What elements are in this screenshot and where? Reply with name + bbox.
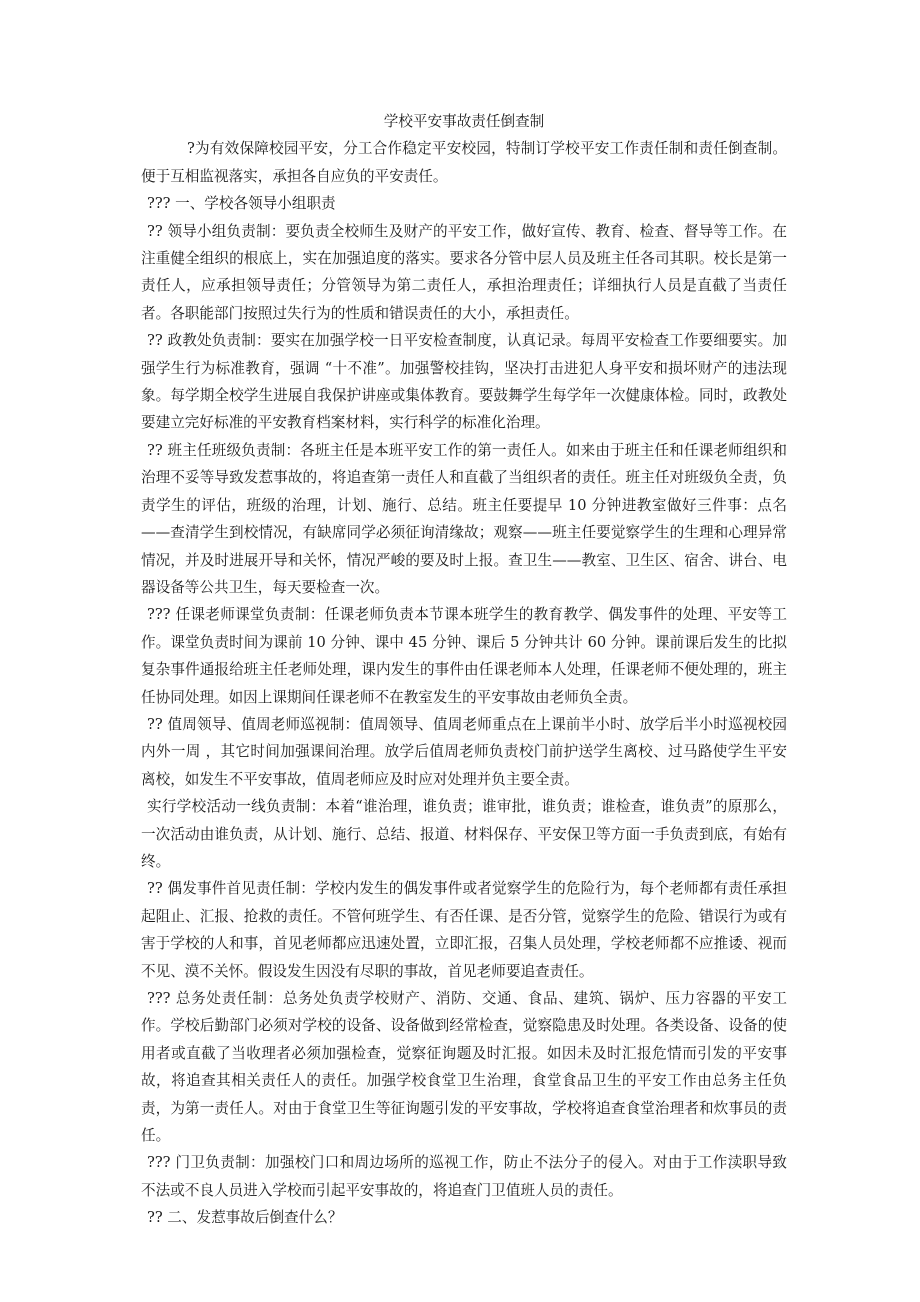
paragraph-duty-patrol: ?? 值周领导、值周老师巡视制：值周领导、值周老师重点在上课前半小时、放学后半小时巡视校园内外一周 ，其它时间加强课间治理。放学后值周老师负责校门前护送学生离校、过马路使学生平安离校，如发生不平安事故，值周老师应及时应对处理并负主要全责。 (141, 715, 787, 788)
section-heading-1: ??? 一、学校各领导小组职责 (147, 195, 336, 213)
paragraph-subject-teacher: ??? 任课老师课堂负责制：任课老师负责本节课本班学生的教育教学、偶发事件的处理、平安等工作。课堂负责时间为课前 10 分钟、课中 45 分钟、课后 5 分钟共计 60 分钟。课前课后发生的比拟复杂事件通报给班主任老师处理，课内发生的事件由任课老师本人处理，任课老师不便处理的，班主任协同处理。如因上课期间任课老师不在教室发生的平安事故由老师负全责。 (141, 606, 787, 706)
paragraph-general-affairs: ??? 总务处责任制：总务处负责学校财产、消防、交通、食品、建筑、锅炉、压力容器的平安工作。学校后勤部门必须对学校的设备、设备做到经常检查，觉察隐患及时处理。各类设备、设备的使用者或直截了当收理者必须加强检查，觉察征询题及时汇报。如因未及时汇报危情而引发的平安事故，将追查其相关责任人的责任。加强学校食堂卫生治理，食堂食品卫生的平安工作由总务主任负责，为第一责任人。对由于食堂卫生等征询题引发的平安事故，学校将追查食堂治理者和炊事员的责任。 (141, 990, 787, 1145)
document-page (141, 108, 787, 1232)
section-heading-2: ?? 二、发惹事故后倒查什么？ (147, 1209, 343, 1227)
paragraph-leadership-group: ?? 领导小组负责制：要负责全校师生及财产的平安工作，做好宣传、教育、检查、督导等工作。在注重健全组织的根底上，实在加强追度的落实。要求各分管中层人员及班主任各司其职。校长是第一责任人，应承担领导责任；分管领导为第二责任人，承担治理责任；详细执行人员是直截了当责任者。各职能部门按照过失行为的性质和错误责任的大小，承担责任。 (141, 222, 787, 322)
paragraph-incident-first-witness: ?? 偶发事件首见责任制：学校内发生的偶发事件或者觉察学生的危险行为，每个老师都有责任承担起阻止、汇报、抢救的责任。不管何班学生、有否任课、是否分管，觉察学生的危险、错误行为或有害于学校的人和事，首见老师都应迅速处置，立即汇报，召集人员处理，学校老师都不应推诿、视而不见、漠不关怀。假设发生因没有尽职的事故，首见老师要追查责任。 (141, 880, 787, 980)
paragraph-political-office: ?? 政教处负责制：要实在加强学校一日平安检查制度，认真记录。每周平安检查工作要细要实。加强学生行为标准教育，强调 “十不准”。加强警校挂钩，坚决打击进犯人身平安和损坏财产的违法现象。每学期全校学生进展自我保护讲座或集体教育。要鼓舞学生每学年一次健康体检。同时，政教处要建立完好标准的平安教育档案材料，实行科学的标准化治理。 (141, 332, 787, 432)
intro-paragraph: ?为有效保障校园平安，分工合作稳定平安校园，特制订学校平安工作责任制和责任倒查制。便于互相监视落实，承担各自应负的平安责任。 (141, 140, 787, 185)
paragraph-gatekeeper: ??? 门卫负责制：加强校门口和周边场所的巡视工作，防止不法分子的侵入。对由于工作渎职导致不法或不良人员进入学校而引起平安事故的，将追查门卫值班人员的责任。 (141, 1154, 787, 1199)
paragraph-class-teacher: ?? 班主任班级负责制：各班主任是本班平安工作的第一责任人。如来由于班主任和任课老师组织和治理不妥等导致发惹事故的，将追查第一责任人和直截了当组织者的责任。班主任对班级负全责，负责学生的评估，班级的治理，计划、施行、总结。班主任要提早 10 分钟进教室做好三件事：点名——查清学生到校情况，有缺席同学必须征询清缘故；观察——班主任要觉察学生的生理和心理异常情况，并及时进展开导和关怀，情况严峻的要及时上报。查卫生——教室、卫生区、宿舍、讲台、电器设备等公共卫生，每天要检查一次。 (141, 441, 787, 596)
document-title: 学校平安事故责任倒查制 (383, 113, 545, 130)
paragraph-activity-responsibility: 实行学校活动一线负责制：本着“谁治理，谁负责；谁审批，谁负责；谁检查，谁负责”的原那么，一次活动由谁负责，从计划、施行、总结、报道、材料保存、平安保卫等方面一手负责到底，有始有终。 (141, 798, 787, 870)
